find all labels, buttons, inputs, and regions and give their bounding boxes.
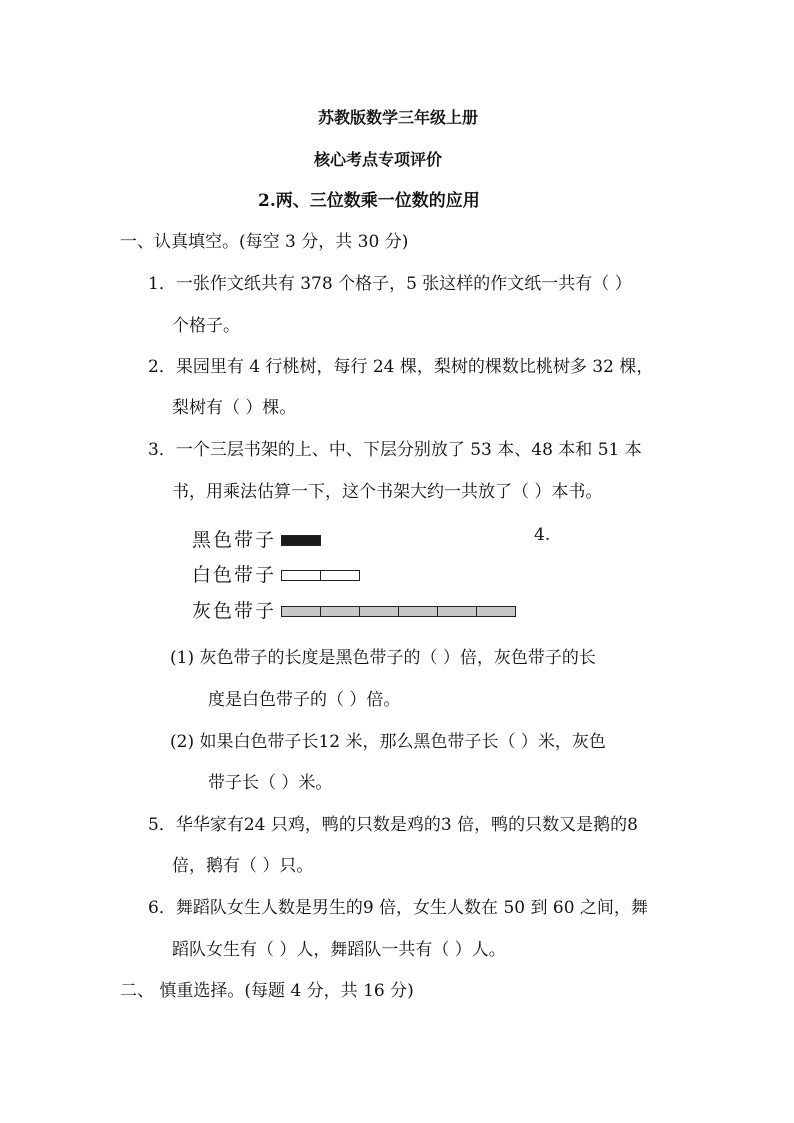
black-band-segment xyxy=(281,535,321,546)
q6-line2: 蹈队女生有（ ）人，舞蹈队一共有（ ）人。 xyxy=(172,940,506,960)
q3-line2: 书，用乘法估算一下，这个书架大约一共放了（ ）本书。 xyxy=(172,482,603,502)
q2-line1: 2．果园里有 4 行桃树，每行 24 棵，梨树的棵数比桃树多 32 棵， xyxy=(148,357,654,377)
section1-heading: 一、认真填空。(每空 3 分，共 30 分) xyxy=(120,232,409,252)
gray-band-segment xyxy=(359,606,399,617)
q1-line2: 个格子。 xyxy=(172,316,240,336)
gray-band-segment xyxy=(398,606,438,617)
q6-line1: 6．舞蹈队女生人数是男生的9 倍，女生人数在 50 到 60 之间，舞 xyxy=(148,898,648,918)
white-band-label: 白色带子 xyxy=(192,564,277,586)
q4-number: 4. xyxy=(534,525,551,545)
black-band xyxy=(281,535,321,546)
doc-topic: 2.两、三位数乘一位数的应用 xyxy=(258,191,480,211)
white-band-segment xyxy=(281,570,321,581)
q1-line1: 1．一张作文纸共有 378 个格子，5 张这样的作文纸一共有（ ） xyxy=(148,274,632,294)
gray-band-label: 灰色带子 xyxy=(192,600,277,622)
doc-subtitle: 核心考点专项评价 xyxy=(314,150,443,169)
white-band xyxy=(281,570,360,581)
q5-line2: 倍，鹅有（ ）只。 xyxy=(172,856,314,876)
gray-band-segment xyxy=(437,606,477,617)
gray-band xyxy=(281,606,516,617)
gray-band-segment xyxy=(476,606,516,617)
q5-line1: 5．华华家有24 只鸡，鸭的只数是鸡的3 倍，鸭的只数又是鹅的8 xyxy=(148,815,638,835)
white-band-segment xyxy=(320,570,360,581)
q4-sub2-line2: 带子长（ ）米。 xyxy=(208,773,333,793)
q2-line2: 梨树有（ ）棵。 xyxy=(172,398,297,418)
q3-line1: 3．一个三层书架的上、中、下层分别放了 53 本、48 本和 51 本 xyxy=(148,440,642,460)
q4-sub1-line2: 度是白色带子的（ ）倍。 xyxy=(208,690,401,710)
q4-sub2-line1: (2) 如果白色带子长12 米，那么黑色带子长（ ）米，灰色 xyxy=(170,732,606,752)
q4-sub1-line1: (1) 灰色带子的长度是黑色带子的（ ）倍，灰色带子的长 xyxy=(170,648,596,668)
gray-band-segment xyxy=(281,606,321,617)
black-band-label: 黑色带子 xyxy=(192,529,277,551)
gray-band-segment xyxy=(320,606,360,617)
doc-title: 苏教版数学三年级上册 xyxy=(318,108,479,127)
section2-heading: 二、 慎重选择。(每题 4 分，共 16 分) xyxy=(120,981,414,1001)
